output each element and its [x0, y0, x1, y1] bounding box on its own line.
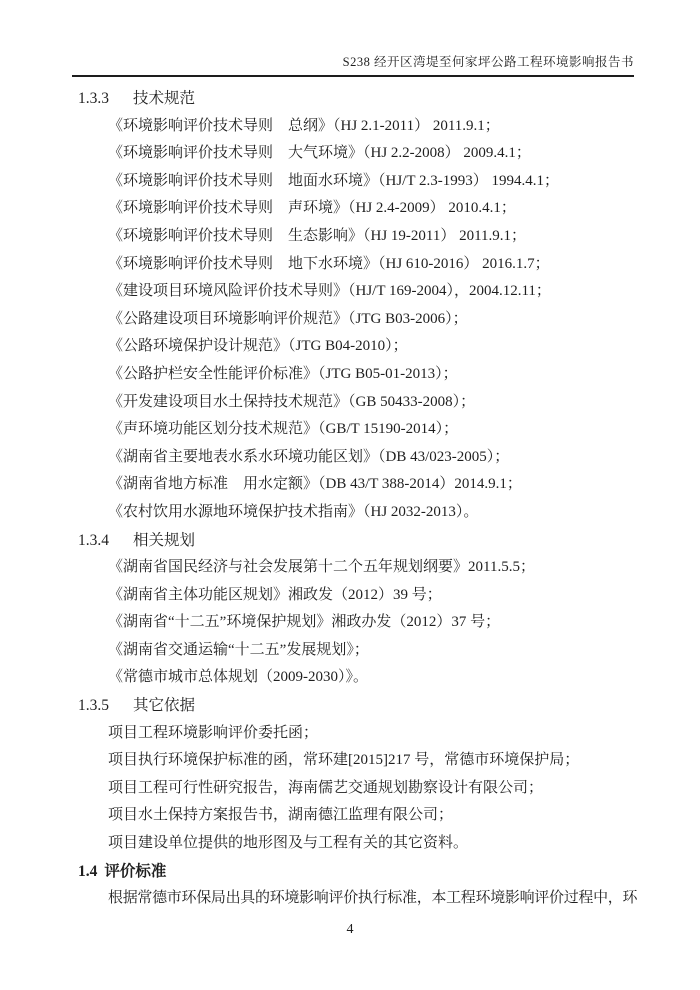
list-item: 项目执行环境保护标准的函，常环建[2015]217 号，常德市环境保护局； — [108, 752, 580, 769]
section-number: 1.3.5 — [78, 697, 109, 715]
document-body — [78, 85, 644, 913]
section-number: 1.3.3 — [78, 90, 109, 107]
list-item: 《公路环境保护设计规范》（JTG B04-2010）； — [108, 338, 408, 355]
body-paragraph: 根据常德市环保局出具的环境影响评价执行标准，本工程环境影响评价过程中，环 — [108, 890, 638, 907]
list-item: 《湖南省主要地表水系水环境功能区划》（DB 43/023-2005）； — [108, 448, 510, 465]
list-item: 《环境影响评价技术导则 声环境》（HJ 2.4-2009） 2010.4.1； — [108, 200, 516, 217]
list-item: 《湖南省“十二五”环境保护规划》湘政办发（2012）37 号； — [108, 614, 501, 631]
list-item: 项目水土保持方案报告书，湖南德江监理有限公司； — [108, 807, 454, 824]
running-header: S238 经开区湾堤至何家坪公路工程环境影响报告书 — [72, 52, 634, 77]
list-item: 《常德市城市总体规划（2009-2030）》。 — [108, 669, 368, 686]
list-item: 《公路护栏安全性能评价标准》（JTG B05-01-2013）； — [108, 365, 458, 382]
section-title: 相关规划 — [133, 531, 196, 549]
list-item: 项目工程环境影响评价委托函； — [108, 724, 319, 741]
section-heading-1-4 — [78, 858, 644, 886]
section-title: 技术规范 — [133, 90, 196, 107]
list-item: 《环境影响评价技术导则 生态影响》（HJ 19-2011） 2011.9.1； — [108, 227, 527, 244]
section-heading-1-3-5 — [78, 692, 644, 720]
list-item: 《环境影响评价技术导则 大气环境》（HJ 2.2-2008） 2009.4.1； — [108, 145, 531, 162]
list-item: 《开发建设项目水土保持技术规范》（GB 50433-2008）； — [108, 393, 476, 410]
list-item: 《声环境功能区划分技术规范》（GB/T 15190-2014）； — [108, 421, 459, 438]
list-item: 《环境影响评价技术导则 地下水环境》（HJ 610-2016） 2016.1.7； — [108, 255, 550, 272]
section-heading-1-3-4 — [78, 527, 644, 555]
section-title: 评价标准 — [104, 862, 167, 880]
section-number: 1.4 — [78, 862, 98, 880]
list-item: 《建设项目环境风险评价技术导则》（HJ/T 169-2004），2004.12.11； — [108, 283, 551, 300]
list-item: 《环境影响评价技术导则 总纲》（HJ 2.1-2011） 2011.9.1； — [108, 117, 500, 134]
list-item: 项目工程可行性研究报告，海南儒艺交通规划勘察设计有限公司； — [108, 779, 544, 796]
list-item: 项目建设单位提供的地形图及与工程有关的其它资料。 — [108, 835, 469, 852]
list-item: 《环境影响评价技术导则 地面水环境》（HJ/T 2.3-1993） 1994.4.1； — [108, 172, 559, 189]
section-heading-1-3-3 — [78, 85, 644, 113]
section-number: 1.3.4 — [78, 531, 109, 549]
list-item: 《湖南省主体功能区规划》湘政发（2012）39 号； — [108, 586, 442, 603]
list-item: 《公路建设项目环境影响评价规范》（JTG B03-2006）； — [108, 310, 468, 327]
list-item: 《湖南省交通运输“十二五”发展规划》； — [108, 641, 369, 658]
list-item: 《湖南省国民经济与社会发展第十二个五年规划纲要》2011.5.5； — [108, 559, 535, 576]
list-item: 《湖南省地方标准 用水定额》（DB 43/T 388-2014）2014.9.1； — [108, 476, 522, 493]
page-number: 4 — [346, 922, 354, 937]
section-title: 其它依据 — [133, 697, 196, 715]
list-item: 《农村饮用水源地环境保护技术指南》（HJ 2032-2013）。 — [108, 503, 479, 520]
